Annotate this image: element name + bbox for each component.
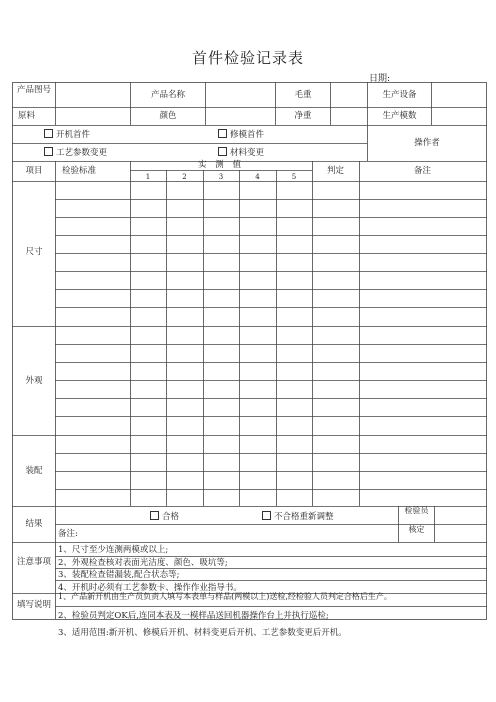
mold-repair-first-label: 修模首件 (230, 130, 265, 140)
material-label: 原料 (18, 111, 36, 121)
result-label: 结果 (25, 519, 43, 529)
operator-label: 操作者 (414, 138, 440, 148)
checkbox-icon[interactable] (44, 147, 53, 156)
process-change-option[interactable] (44, 147, 107, 158)
item-header: 项目 (25, 166, 43, 176)
note-item-2: 2、外观检查核对表面光洁度、颜色、吸坑等; (58, 558, 228, 568)
measure-col-3: 3 (218, 173, 224, 181)
startup-first-option[interactable] (44, 129, 90, 140)
measure-col-5: 5 (291, 173, 297, 181)
pass-label: 合格 (162, 512, 180, 522)
section-appearance: 外观 (25, 376, 43, 386)
instruction-item-2: 2、检验员判定OK后,连同本表及一模样品送回机器操作台上并执行巡检; (58, 611, 329, 621)
note-item-1: 1、尺寸至少连测两模或以上; (58, 545, 169, 555)
color-label: 颜色 (159, 111, 177, 121)
drawing-no-label: 产品图号 (16, 85, 51, 95)
instruction-item-1: 1、产品新开机由生产员负责人填写本表单与样品(两模以上)送检,经检验人员判定合格后生产。 (58, 592, 392, 601)
measure-col-2: 2 (182, 173, 187, 181)
section-size: 尺寸 (25, 247, 43, 257)
gross-weight-label: 毛重 (294, 90, 312, 100)
date-label: 日期: (369, 74, 391, 84)
net-weight-label: 净重 (294, 111, 312, 121)
measure-col-1: 1 (145, 173, 151, 181)
fail-option[interactable] (262, 511, 334, 522)
instruction-item-3: 3、适用范围:新开机、修模后开机、材料变更后开机、工艺参数变更后开机。 (58, 628, 347, 638)
notes-label: 注意事项 (17, 557, 52, 567)
fail-label: 不合格重新调整 (274, 512, 334, 522)
mold-repair-first-option[interactable] (218, 129, 264, 140)
judge-header: 判定 (326, 166, 344, 176)
note-item-3: 3、装配检查错漏装,配合状态等; (58, 570, 180, 580)
material-change-option[interactable] (218, 147, 264, 158)
remark-header: 备注 (413, 166, 431, 176)
instructions-label: 填写说明 (17, 600, 52, 610)
result-note-label: 备注: (58, 529, 78, 539)
verify-label: 核定 (408, 525, 425, 534)
production-molds-label: 生产模数 (382, 111, 417, 121)
section-assembly: 装配 (25, 466, 43, 476)
checkbox-icon[interactable] (150, 511, 159, 520)
checkbox-icon[interactable] (44, 129, 53, 138)
standard-header: 检验标准 (62, 166, 97, 176)
checkbox-icon[interactable] (262, 511, 271, 520)
note-item-4: 4、开机时必须有工艺参数卡、操作作业指导书。 (58, 583, 242, 593)
checkbox-icon[interactable] (218, 129, 227, 138)
material-change-label: 材料变更 (230, 148, 265, 158)
measure-col-4: 4 (255, 173, 260, 181)
production-equipment-label: 生产设备 (382, 90, 417, 100)
pass-option[interactable] (150, 511, 179, 522)
measured-header: 实 测 值 (198, 160, 244, 170)
product-name-label: 产品名称 (150, 90, 185, 100)
process-change-label: 工艺参数变更 (56, 148, 108, 158)
checkbox-icon[interactable] (218, 147, 227, 156)
page-title: 首件检验记录表 (191, 49, 304, 67)
startup-first-label: 开机首件 (56, 130, 91, 140)
inspector-label: 检验员 (404, 506, 429, 515)
